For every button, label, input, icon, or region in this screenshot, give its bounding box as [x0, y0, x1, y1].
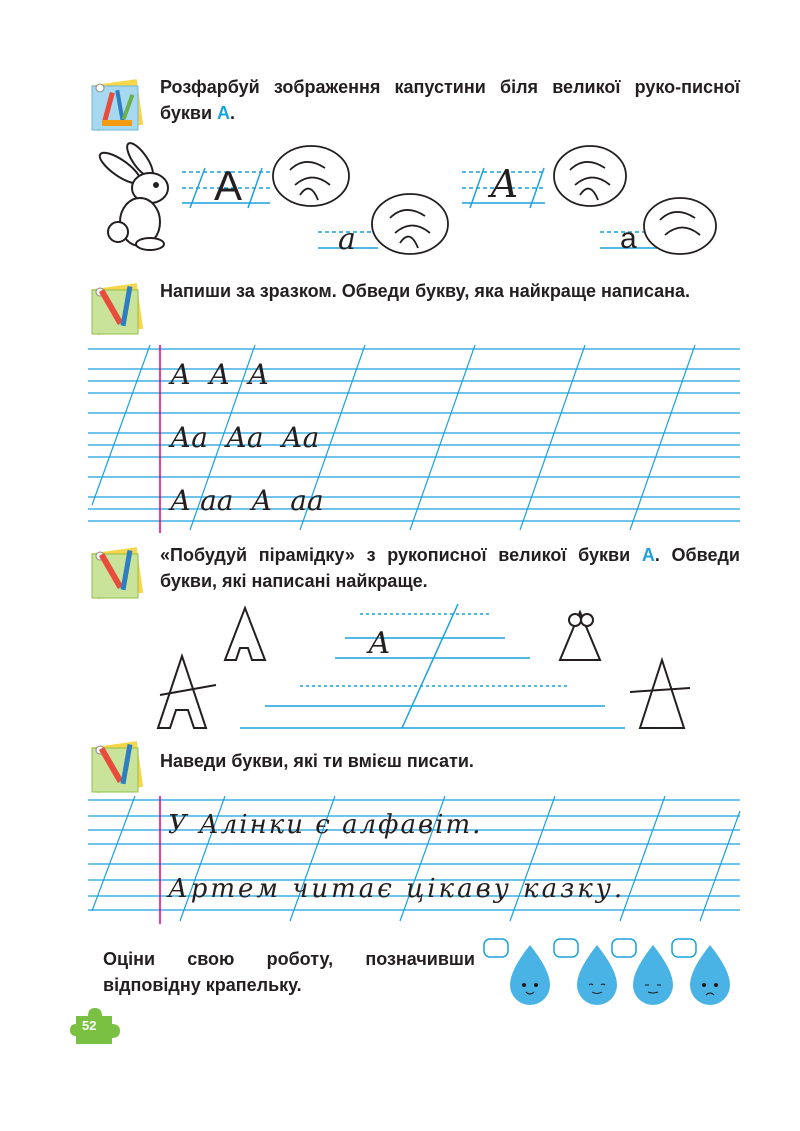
task3-pyramid [0, 600, 800, 740]
pencil-task-icon [88, 736, 148, 796]
drop-happy[interactable] [484, 939, 550, 1005]
accent-letter: А [217, 103, 231, 123]
task4-instruction: Наведи букви, які ти вмієш писати. [160, 751, 474, 771]
task4-line-1: У Алінки є алфавіт. [168, 810, 483, 840]
task2-row-3: А аа А аа [170, 484, 324, 517]
drop-calm[interactable] [612, 939, 673, 1005]
letter-print-lowercase: а [620, 222, 637, 255]
accent-letter: А [641, 545, 655, 565]
task2-instruction: Напиши за зразком. Обведи букву, яка найкраще написана. [160, 281, 690, 301]
pencil-task-icon [88, 542, 148, 602]
task2-row-1: А А А [170, 358, 270, 391]
task1-illustration [0, 140, 800, 255]
self-assessment-instruction: Оціни свою роботу, позначивши відповідну крапельку. [103, 949, 475, 995]
letter-script-uppercase: А [490, 162, 519, 206]
self-assessment-drops [480, 935, 740, 1015]
bunny-illustration [96, 140, 168, 250]
task4-line-2: Артем читає цікаву казку. [168, 874, 626, 904]
task2-row-2: Аа Аа Аа [170, 421, 320, 454]
paint-task-icon [88, 74, 148, 134]
task1-instruction: Розфарбуй зображення капустини біля великої руко-писної букви А. [160, 77, 740, 123]
page-number-badge [70, 1006, 120, 1046]
task2-writing-grid [0, 345, 800, 535]
letter-print-uppercase: А [214, 162, 243, 209]
task3-instruction: «Побудуй пірамідку» з рукописної великої букви А. Обведи букви, які написані найкраще. [160, 545, 740, 591]
letter-script-lowercase: а [338, 222, 356, 257]
page-number: 52 [82, 1018, 97, 1033]
pyramid-letter-top: А [368, 626, 391, 661]
drop-sad[interactable] [672, 939, 730, 1005]
pencil-task-icon [88, 278, 148, 338]
drop-content[interactable] [554, 939, 617, 1005]
